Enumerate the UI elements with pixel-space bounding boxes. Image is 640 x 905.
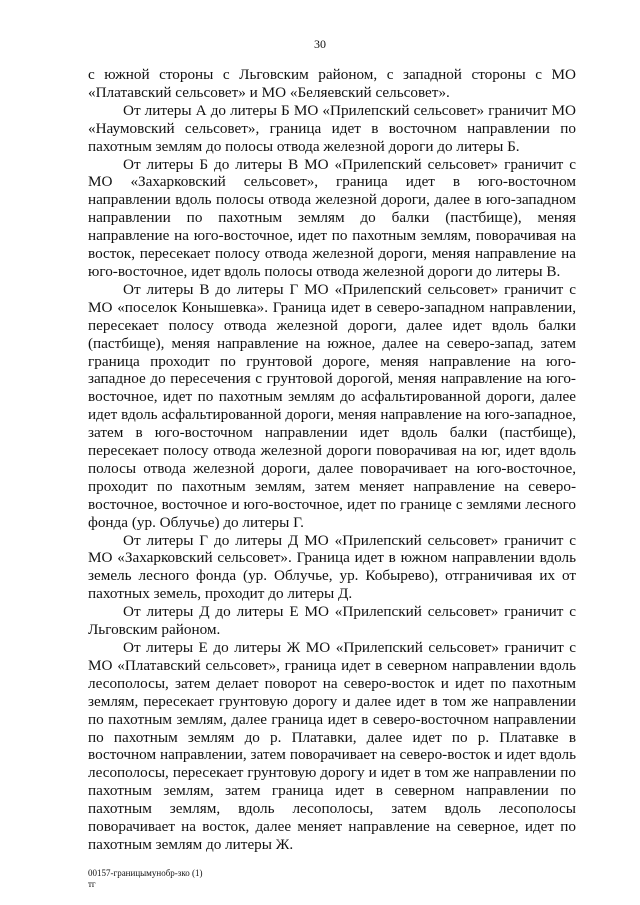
paragraph: с южной стороны с Льговским районом, с западной стороны с МО «Платавский сельсовет» и МО «Беляевский сельсовет». (88, 66, 576, 101)
paragraph: От литеры В до литеры Г МО «Прилепский сельсовет» граничит с МО «поселок Конышевка». Граница идет в северо-западном направлении, пересекает полосу отвода железной дороги, далее идет вдоль балки (пастбище), меняя направление на южное, далее на северо-запад, затем граница проходит по грунтовой дороге, меняя направление на юго-западное до пересечения с грунтовой дорогой, меняя направление на юго-восточное, идет по пахотным землям до асфальтированной дороги, далее идет вдоль асфальтированной дороги, меняя направление на юго-западное, затем в юго-восточном направлении идет вдоль балки (пастбище), пересекает полосу отвода железной дороги поворачивая на юг, идет вдоль полосы отвода железной дороги, далее поворачивает на юго-восточное, проходит по пахотным землям, затем меняет направление на северо-восточное, восточное и юго-восточное, идет по границе с землями лесного фонда (ур. Облучье) до литеры Г. (88, 280, 576, 531)
footer-initials: тг (88, 879, 96, 889)
footer-filename: 00157-границымунобр-зко (1) (88, 868, 203, 878)
paragraph: От литеры Д до литеры Е МО «Прилепский сельсовет» граничит с Льговским районом. (88, 603, 576, 639)
paragraph: От литеры Е до литеры Ж МО «Прилепский сельсовет» граничит с МО «Платавский сельсовет», граница идет в северном направлении вдоль лесополосы, затем делает поворот на северо-восток и идет по пахотным землям, пересекает грунтовую дорогу и далее идет в том же направлении по пахотным землям, далее граница идет в северо-восточном направлении по пахотным землям до р. Платавки, далее идет по р. Платавке в восточном направлении, затем поворачивает на северо-восток и идет вдоль лесополосы, пересекает грунтовую дорогу и идет в том же направлении по пахотным землям, затем граница идет в северном направлении по пахотным землям, вдоль лесополосы, затем вдоль лесополосы поворачивает на восток, далее меняет направление на северное, идет по пахотным землям до литеры Ж. (88, 639, 576, 853)
page-number: 30 (314, 37, 326, 51)
paragraph: От литеры А до литеры Б МО «Прилепский сельсовет» граничит МО «Наумовский сельсовет», граница идет в восточном направлении по пахотным землям до полосы отвода железной дороги до литеры Б. (88, 101, 576, 155)
paragraph: От литеры Б до литеры В МО «Прилепский сельсовет» граничит с МО «Захарковский сельсовет», граница идет в юго-восточном направлении вдоль полосы отвода железной дороги, далее в юго-западном направлении по пахотным землям до балки (пастбище), меняя направление на юго-восточное, идет по пахотным землям, поворачивая на восток, пересекает полосу отвода железной дороги, меняя направление на юго-восточное, идет вдоль полосы отвода железной дороги до литеры В. (88, 155, 576, 280)
footer (88, 868, 202, 890)
paragraph: От литеры Г до литеры Д МО «Прилепский сельсовет» граничит с МО «Захарковский сельсовет». Граница идет в южном направлении вдоль земель лесного фонда (ур. Облучье, ур. Кобырево), отграничивая их от пахотных земель, проходит до литеры Д. (88, 531, 576, 603)
document-body (88, 66, 576, 854)
